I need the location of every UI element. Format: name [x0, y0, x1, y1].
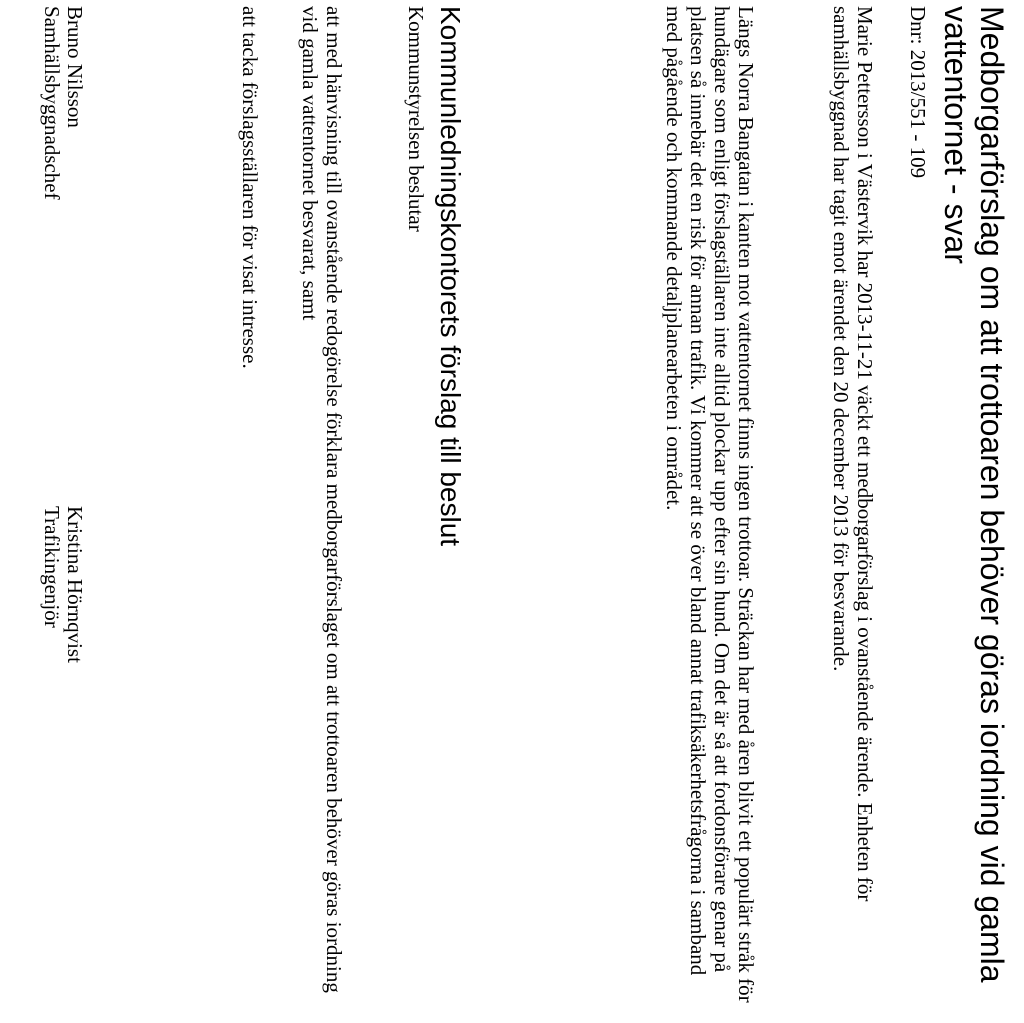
signature-right-name: Kristina Hörnqvist: [63, 506, 87, 663]
decision-item-1: att med hänvisning till ovanstående redogörelse förklara medborgarförslaget om att trottoaren behöver göras iordning vid gamla vattentornet besvarat, samt: [298, 6, 346, 993]
paragraph-assessment: Längs Norra Bangatan i kanten mot vattentornet finns ingen trottoar. Sträckan har med åren blivit ett populärt stråk för hundägare som enligt förslagställaren inte alltid plockar upp efter sin hund. Om det är så att fordonsförare genar på platsen så innebär det en risk för annan trafik. Vi kommer att se över bland annat trafiksäkerhetsfrågorna i samband med pågående och kommande detaljplanearbeten i området.: [662, 6, 758, 1003]
signature-left-name: Bruno Nilsson: [63, 6, 87, 128]
decision-intro: Kommunstyrelsen beslutar: [404, 6, 428, 232]
signature-left-role: Samhällsbyggnadschef: [40, 6, 64, 200]
section-heading: Kommunledningskontorets förslag till beslut: [435, 6, 466, 547]
signature-left: [40, 6, 86, 200]
document-title: Medborgarförslag om att trottoaren behöver göras iordning vid gamla vattentornet - svar: [938, 6, 1010, 983]
diary-number: Dnr: 2013/551 - 109: [906, 6, 930, 179]
signature-right: [40, 506, 86, 663]
signature-right-role: Trafikingenjör: [40, 506, 64, 628]
decision-item-2: att tacka förslagsställaren för visat intresse.: [238, 6, 262, 369]
paragraph-background: Marie Pettersson i Västervik har 2013-11-21 väckt ett medborgarförslag i ovanstående ärende. Enheten för samhällsbyggnad har tagit emot ärendet den 20 december 2013 för besvarande.: [829, 6, 877, 902]
